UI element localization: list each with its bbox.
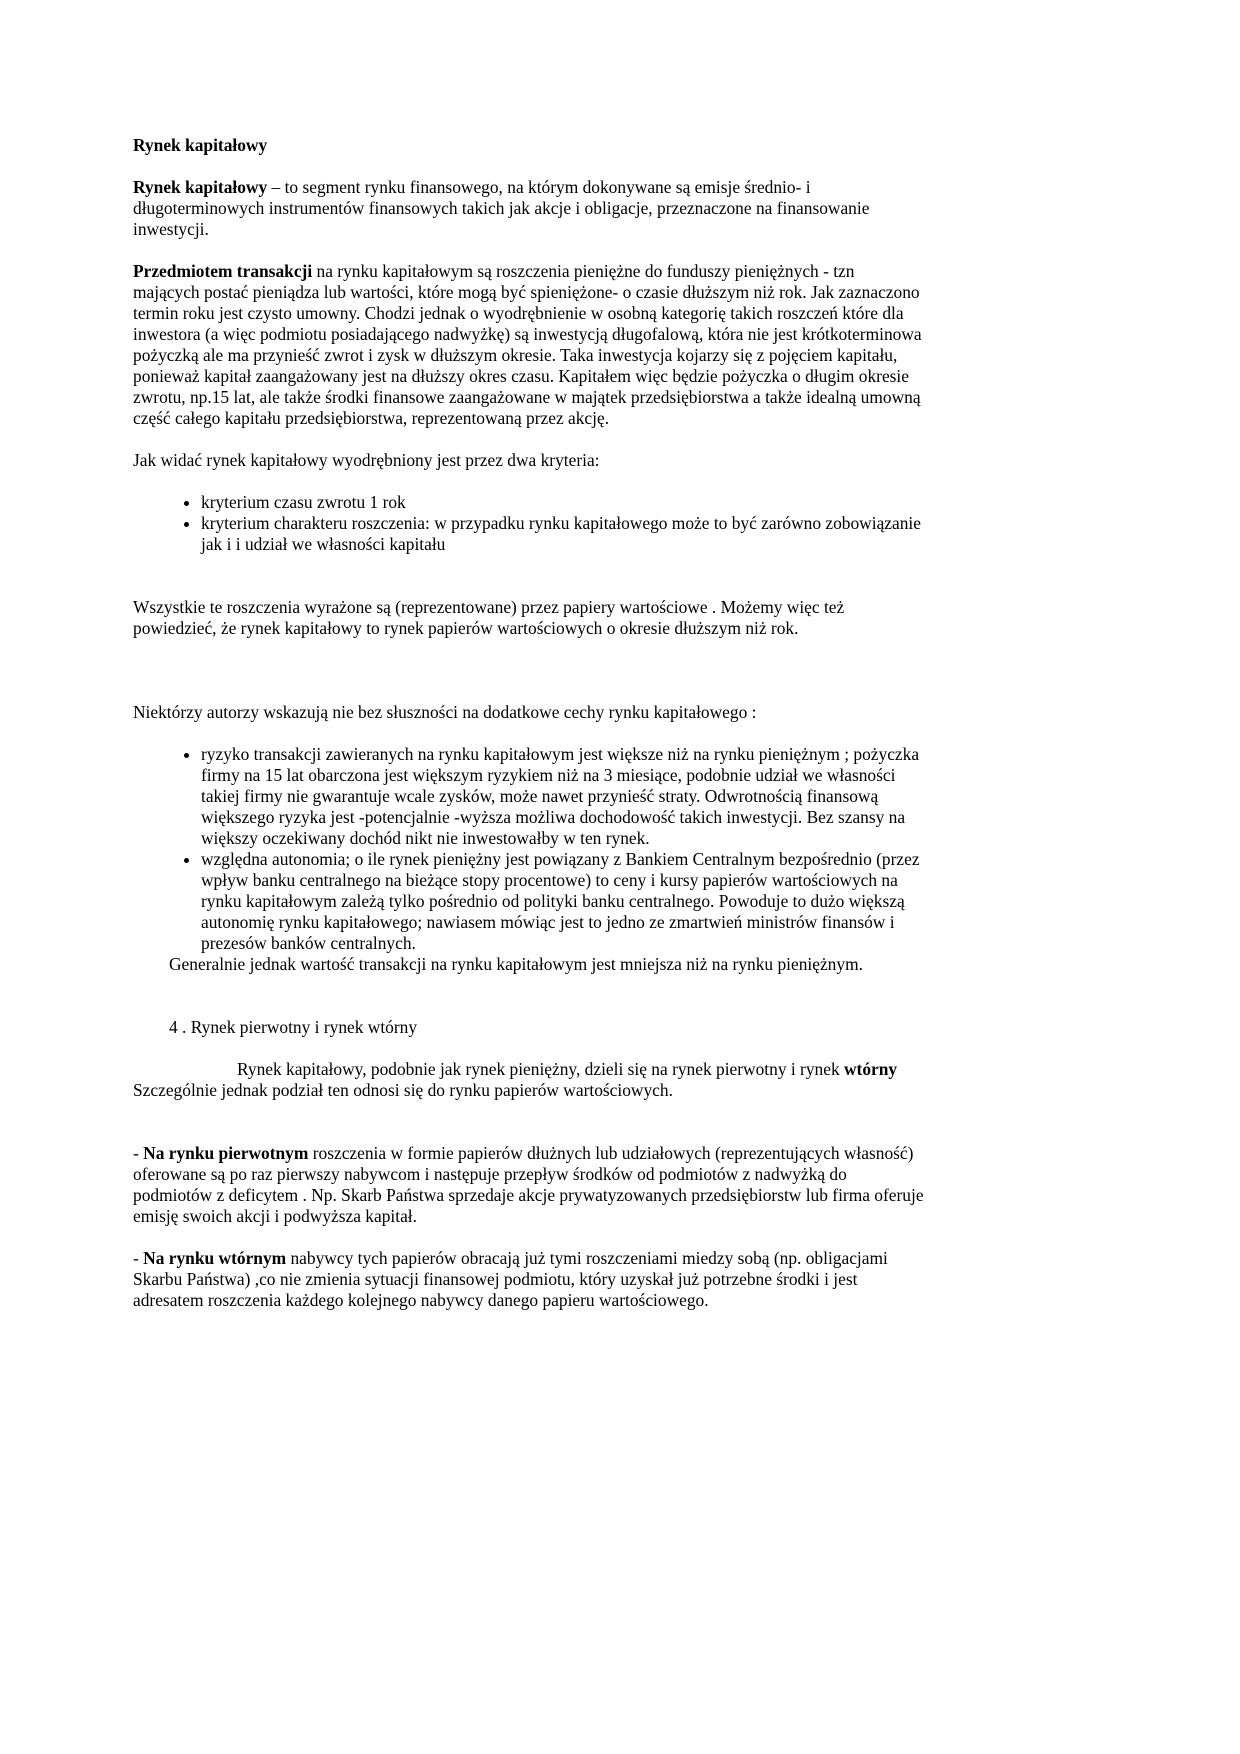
paragraph-rynek-pierwotny	[133, 1143, 925, 1227]
text-run: -	[133, 1248, 144, 1268]
paragraph-definition	[133, 177, 925, 240]
bold-text-run: Rynek kapitałowy	[133, 177, 268, 197]
paragraph-papiery-wartosciowe	[133, 597, 925, 639]
section-heading-rynek-pierwotny-wtorny	[169, 1017, 925, 1038]
text-run: nabywcy tych papierów obracają już tymi roszczeniami miedzy sobą (np. obligacjami Skarbu Państwa) ,co nie zmienia sytuacji finansowej podmiotu, który uzyskał już potrzebne środki i jest adresatem roszczenia każdego kolejnego nabywcy danego papieru wartościowego.	[133, 1248, 888, 1310]
text-run: kryterium charakteru roszczenia: w przypadku rynku kapitałowego może to być zarówno zobowiązanie jak i i udział we własności kapitału	[201, 513, 921, 554]
bullet-item	[201, 492, 925, 513]
text-run: ryzyko transakcji zawieranych na rynku kapitałowym jest większe niż na rynku pieniężnym ; pożyczka firmy na 15 lat obarczona jest większym ryzykiem niż na 3 miesiące, podobnie udział we własności takiej firmy nie gwarantuje wcale zysków, może nawet przynieść straty. Odwrotnością finansową większego ryzyka jest -potencjalnie -wyższa możliwa dochodowość takich inwestycji. Bez szansy na większy oczekiwany dochód nikt nie inwestowałby w ten rynek.	[201, 744, 920, 848]
bold-text-run: Na rynku wtórnym	[143, 1248, 287, 1268]
paragraph-dwa-kryteria-intro	[133, 450, 925, 471]
text-run: roszczenia w formie papierów dłużnych lub udziałowych (reprezentujących własność) oferowane są po raz pierwszy nabywcom i następuje przepływ środków od podmiotów z nadwyżką do podmiotów z deficytem . Np. Skarb Państwa sprzedaje akcje prywatyzowanych przedsiębiorstw lub firma oferuje emisję swoich akcji i podwyższa kapitał.	[133, 1143, 924, 1226]
text-run: Jak widać rynek kapitałowy wyodrębniony jest przez dwa kryteria:	[133, 450, 600, 470]
bullet-item	[201, 513, 925, 555]
bullet-item	[201, 744, 925, 849]
text-run: – to segment rynku finansowego, na którym dokonywane są emisje średnio- i długoterminowych instrumentów finansowych takich jak akcje i obligacje, przeznaczone na finansowanie inwestycji.	[133, 177, 870, 239]
text-run: -	[133, 1143, 144, 1163]
bullet-list-kryteria	[133, 492, 925, 555]
bold-text-run: wtórny	[844, 1059, 898, 1079]
paragraph-dodatkowe-cechy-intro	[133, 702, 925, 723]
paragraph-przedmiot-transakcji	[133, 261, 925, 429]
text-run: Niektórzy autorzy wskazują nie bez słuszności na dodatkowe cechy rynku kapitałowego :	[133, 702, 757, 722]
paragraph-generalnie	[169, 954, 925, 975]
text-run: Szczególnie jednak podział ten odnosi się do rynku papierów wartościowych.	[133, 1080, 673, 1100]
text-run: Wszystkie te roszczenia wyrażone są (reprezentowane) przez papiery wartościowe . Możemy więc też powiedzieć, że rynek kapitałowy to rynek papierów wartościowych o okresie dłuższym niż rok.	[133, 597, 845, 638]
text-run: 4 . Rynek pierwotny i rynek wtórny	[169, 1017, 418, 1037]
doc-title	[133, 135, 925, 156]
text-run: kryterium czasu zwrotu 1 rok	[201, 492, 406, 512]
text-run: względna autonomia; o ile rynek pieniężny jest powiązany z Bankiem Centralnym bezpośrednio (przez wpływ banku centralnego na bieżące stopy procentowe) to ceny i kursy papierów wartościowych na rynku kapitałowym zależą tylko pośrednio od polityki banku centralnego. Powoduje to dużo większą autonomię rynku kapitałowego; nawiasem mówiąc jest to jedno ze zmartwień ministrów finansów i prezesów banków centralnych.	[201, 849, 920, 953]
bold-text-run: Rynek kapitałowy	[133, 135, 268, 155]
document-content	[133, 135, 925, 1311]
bullet-list-cechy	[133, 744, 925, 954]
bullet-item	[201, 849, 925, 954]
paragraph-podzial	[133, 1059, 925, 1101]
bold-text-run: Na rynku pierwotnym	[143, 1143, 309, 1163]
text-run: Generalnie jednak wartość transakcji na rynku kapitałowym jest mniejsza niż na rynku pieniężnym.	[169, 954, 863, 974]
bold-text-run: Przedmiotem transakcji	[133, 261, 313, 281]
paragraph-rynek-wtorny	[133, 1248, 925, 1311]
text-run: Rynek kapitałowy, podobnie jak rynek pieniężny, dzieli się na rynek pierwotny i rynek	[237, 1059, 844, 1079]
text-run: na rynku kapitałowym są roszczenia pieniężne do funduszy pieniężnych - tzn mających postać pieniądza lub wartości, które mogą być spieniężone- o czasie dłuższym niż rok. Jak zaznaczono termin roku jest czysto umowny. Chodzi jednak o wyodrębnienie w osobną kategorię takich roszczeń które dla inwestora (a więc podmiotu posiadającego nadwyżkę) są inwestycją długofalową, która nie jest krótkoterminowa pożyczką ale ma przynieść zwrot i zysk w dłuższym okresie. Taka inwestycja kojarzy się z pojęciem kapitału, ponieważ kapitał zaangażowany jest na dłuższy okres czasu. Kapitałem więc będzie pożyczka o długim okresie zwrotu, np.15 lat, ale także środki finansowe zaangażowane w majątek przedsiębiorstwa a także idealną umowną część całego kapitału przedsiębiorstwa, reprezentowaną przez akcję.	[133, 261, 922, 428]
